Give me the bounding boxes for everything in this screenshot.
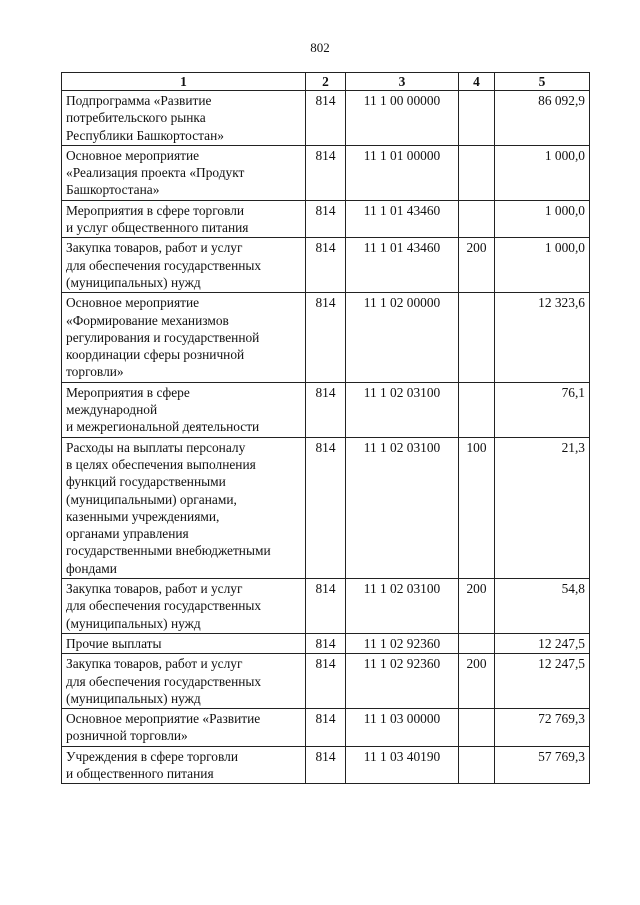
budget-table [61, 72, 590, 784]
row-name: Расходы на выплаты персоналу в целях обеспечения выполнения функций государственными (муниципальными) органами, казенными учреждениями, органами управления государственными внебюджетными фондами [62, 437, 306, 578]
row-amount: 1 000,0 [495, 238, 590, 293]
row-org-code: 814 [306, 91, 346, 146]
row-target-code: 11 1 01 43460 [346, 200, 459, 238]
page-number: 802 [310, 40, 330, 55]
row-name: Мероприятия в сфере международной и межрегиональной деятельности [62, 382, 306, 437]
row-name: Подпрограмма «Развитие потребительского рынка Республики Башкортостан» [62, 91, 306, 146]
row-amount: 76,1 [495, 382, 590, 437]
row-target-code: 11 1 02 92360 [346, 654, 459, 709]
row-target-code: 11 1 02 03100 [346, 437, 459, 578]
row-expense-type: 200 [459, 238, 495, 293]
row-name: Основное мероприятие «Формирование механизмов регулирования и государственной координации сферы розничной торговли» [62, 293, 306, 382]
row-expense-type [459, 200, 495, 238]
row-amount: 72 769,3 [495, 709, 590, 747]
row-org-code: 814 [306, 633, 346, 653]
row-amount: 54,8 [495, 579, 590, 634]
row-org-code: 814 [306, 145, 346, 200]
row-amount: 1 000,0 [495, 145, 590, 200]
row-amount: 21,3 [495, 437, 590, 578]
row-expense-type [459, 145, 495, 200]
row-target-code: 11 1 00 00000 [346, 91, 459, 146]
row-amount: 86 092,9 [495, 91, 590, 146]
row-org-code: 814 [306, 238, 346, 293]
row-amount: 12 323,6 [495, 293, 590, 382]
row-name: Закупка товаров, работ и услуг для обеспечения государственных (муниципальных) нужд [62, 579, 306, 634]
header-col-5: 5 [495, 73, 590, 91]
row-expense-type [459, 382, 495, 437]
row-amount: 1 000,0 [495, 200, 590, 238]
header-col-2: 2 [306, 73, 346, 91]
row-expense-type [459, 746, 495, 784]
header-col-3: 3 [346, 73, 459, 91]
row-expense-type [459, 633, 495, 653]
row-name: Мероприятия в сфере торговли и услуг общественного питания [62, 200, 306, 238]
row-amount: 12 247,5 [495, 633, 590, 653]
row-target-code: 11 1 02 92360 [346, 633, 459, 653]
row-org-code: 814 [306, 746, 346, 784]
table-row [62, 437, 590, 578]
row-target-code: 11 1 03 40190 [346, 746, 459, 784]
row-target-code: 11 1 01 00000 [346, 145, 459, 200]
table-row [62, 654, 590, 709]
row-expense-type [459, 293, 495, 382]
row-name: Основное мероприятие «Реализация проекта «Продукт Башкортостана» [62, 145, 306, 200]
table-row [62, 709, 590, 747]
row-name: Закупка товаров, работ и услуг для обеспечения государственных (муниципальных) нужд [62, 654, 306, 709]
table-row [62, 746, 590, 784]
table-row [62, 145, 590, 200]
table-row [62, 579, 590, 634]
row-target-code: 11 1 02 03100 [346, 579, 459, 634]
row-amount: 12 247,5 [495, 654, 590, 709]
table-row [62, 200, 590, 238]
row-expense-type [459, 91, 495, 146]
table-row [62, 293, 590, 382]
row-expense-type: 100 [459, 437, 495, 578]
row-org-code: 814 [306, 437, 346, 578]
row-org-code: 814 [306, 654, 346, 709]
header-col-4: 4 [459, 73, 495, 91]
row-name: Основное мероприятие «Развитие розничной торговли» [62, 709, 306, 747]
table-header-row [62, 73, 590, 91]
table-row [62, 238, 590, 293]
table-row [62, 91, 590, 146]
row-org-code: 814 [306, 382, 346, 437]
row-expense-type: 200 [459, 579, 495, 634]
table-row [62, 633, 590, 653]
row-org-code: 814 [306, 293, 346, 382]
row-name: Учреждения в сфере торговли и общественного питания [62, 746, 306, 784]
row-target-code: 11 1 01 43460 [346, 238, 459, 293]
row-org-code: 814 [306, 709, 346, 747]
row-expense-type: 200 [459, 654, 495, 709]
row-target-code: 11 1 02 03100 [346, 382, 459, 437]
row-name: Прочие выплаты [62, 633, 306, 653]
row-target-code: 11 1 03 00000 [346, 709, 459, 747]
header-col-1: 1 [62, 73, 306, 91]
row-target-code: 11 1 02 00000 [346, 293, 459, 382]
row-expense-type [459, 709, 495, 747]
row-org-code: 814 [306, 200, 346, 238]
row-org-code: 814 [306, 579, 346, 634]
row-amount: 57 769,3 [495, 746, 590, 784]
row-name: Закупка товаров, работ и услуг для обеспечения государственных (муниципальных) нужд [62, 238, 306, 293]
table-row [62, 382, 590, 437]
